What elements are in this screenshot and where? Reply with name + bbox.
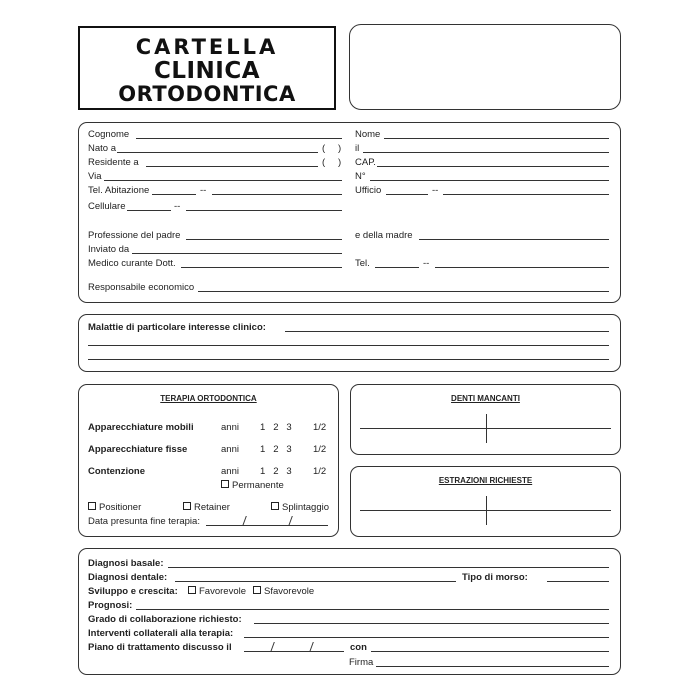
firma-field[interactable] bbox=[376, 666, 609, 667]
permanente-option[interactable] bbox=[221, 480, 284, 491]
malattie-field-3[interactable] bbox=[88, 359, 609, 360]
collaborazione-field[interactable] bbox=[254, 623, 609, 624]
stamp-area-box bbox=[349, 24, 621, 110]
tel-prefix-field[interactable] bbox=[375, 267, 419, 268]
positioner-label: Positioner bbox=[99, 502, 142, 513]
terapia-section bbox=[78, 384, 339, 537]
anni-label: anni bbox=[221, 444, 239, 455]
tel-label: Tel. bbox=[355, 258, 370, 269]
extraction-chart-vertical[interactable] bbox=[486, 496, 487, 525]
favorevole-option[interactable] bbox=[188, 586, 246, 597]
residente-field[interactable] bbox=[146, 166, 318, 167]
piano-label: Piano di trattamento discusso il bbox=[88, 642, 232, 653]
half-option[interactable]: 1/2 bbox=[313, 422, 327, 433]
cellulare-field[interactable] bbox=[186, 210, 342, 211]
piano-date-field[interactable] bbox=[244, 651, 344, 652]
checkbox-icon[interactable] bbox=[271, 502, 279, 510]
half-option[interactable]: 1/2 bbox=[313, 444, 327, 455]
via-label: Via bbox=[88, 171, 102, 182]
checkbox-icon[interactable] bbox=[253, 586, 261, 594]
tel-abitazione-label: Tel. Abitazione bbox=[88, 185, 150, 196]
responsabile-field[interactable] bbox=[198, 291, 609, 292]
estrazioni-heading: ESTRAZIONI RICHIESTE bbox=[438, 476, 533, 485]
form-title-box bbox=[78, 26, 336, 110]
splintaggio-option[interactable] bbox=[271, 502, 329, 513]
nato-a-label: Nato a bbox=[88, 143, 116, 154]
splintaggio-label: Splintaggio bbox=[282, 502, 330, 513]
prognosi-field[interactable] bbox=[136, 609, 609, 610]
title-line-2: CLINICA bbox=[153, 58, 261, 84]
inviato-da-field[interactable] bbox=[132, 253, 342, 254]
paren-close: ) bbox=[338, 143, 342, 154]
ufficio-field[interactable] bbox=[443, 194, 609, 195]
tel-abitazione-field[interactable] bbox=[212, 194, 342, 195]
half-option[interactable]: 1/2 bbox=[313, 466, 327, 477]
tipo-morso-label: Tipo di morso: bbox=[462, 572, 528, 583]
positioner-option[interactable] bbox=[88, 502, 141, 513]
paren-open: ( bbox=[322, 157, 326, 168]
malattie-field-1[interactable] bbox=[285, 331, 609, 332]
diagnosi-dentale-field[interactable] bbox=[175, 581, 456, 582]
terapia-heading: TERAPIA ORTODONTICA bbox=[160, 394, 257, 403]
cap-field[interactable] bbox=[377, 166, 609, 167]
cellulare-prefix-field[interactable] bbox=[127, 210, 171, 211]
checkbox-icon[interactable] bbox=[221, 480, 229, 488]
tel-field[interactable] bbox=[435, 267, 609, 268]
diagnosi-dentale-label: Diagnosi dentale: bbox=[88, 572, 168, 583]
cap-label: CAP. bbox=[355, 157, 376, 168]
collaborazione-label: Grado di collaborazione richiesto: bbox=[88, 614, 242, 625]
fine-terapia-label: Data presunta fine terapia: bbox=[88, 516, 200, 527]
madre-label: e della madre bbox=[355, 230, 413, 241]
il-label: il bbox=[355, 143, 360, 154]
con-field[interactable] bbox=[371, 651, 609, 652]
paren-open: ( bbox=[322, 143, 326, 154]
malattie-field-2[interactable] bbox=[88, 345, 609, 346]
anni-label: anni bbox=[221, 422, 239, 433]
dash: -- bbox=[174, 201, 181, 212]
favorevole-label: Favorevole bbox=[199, 586, 246, 597]
title-line-3: ORTODONTICA bbox=[118, 82, 296, 106]
fine-terapia-field[interactable] bbox=[206, 525, 328, 526]
personal-data-section bbox=[78, 122, 621, 303]
sviluppo-label: Sviluppo e crescita: bbox=[88, 586, 178, 597]
contenzione-label: Contenzione bbox=[88, 466, 145, 477]
diagnosi-basale-label: Diagnosi basale: bbox=[88, 558, 164, 569]
firma-label: Firma bbox=[349, 657, 374, 668]
professione-madre-field[interactable] bbox=[419, 239, 609, 240]
dash: -- bbox=[432, 185, 439, 196]
checkbox-icon[interactable] bbox=[188, 586, 196, 594]
retainer-option[interactable] bbox=[183, 502, 230, 513]
nome-field[interactable] bbox=[384, 138, 609, 139]
prognosi-label: Prognosi: bbox=[88, 600, 133, 611]
malattie-label: Malattie di particolare interesse clinico: bbox=[88, 322, 266, 333]
cognome-field[interactable] bbox=[136, 138, 342, 139]
cognome-label: Cognome bbox=[88, 129, 130, 140]
anni-label: anni bbox=[221, 466, 239, 477]
dash: -- bbox=[423, 258, 430, 269]
medico-label: Medico curante Dott. bbox=[88, 258, 176, 269]
checkbox-icon[interactable] bbox=[88, 502, 96, 510]
anni-options[interactable]: 1 2 3 bbox=[260, 466, 292, 477]
residente-label: Residente a bbox=[88, 157, 139, 168]
apparecchiature-fisse-label: Apparecchiature fisse bbox=[88, 444, 188, 455]
il-field[interactable] bbox=[363, 152, 609, 153]
numero-field[interactable] bbox=[370, 180, 609, 181]
professione-padre-label: Professione del padre bbox=[88, 230, 181, 241]
anni-options[interactable]: 1 2 3 bbox=[260, 444, 292, 455]
dental-chart-vertical[interactable] bbox=[486, 414, 487, 443]
title-line-1: CARTELLA bbox=[135, 35, 279, 59]
inviato-da-label: Inviato da bbox=[88, 244, 130, 255]
diagnosi-basale-field[interactable] bbox=[168, 567, 609, 568]
dash: -- bbox=[200, 185, 207, 196]
ufficio-prefix-field[interactable] bbox=[386, 194, 428, 195]
via-field[interactable] bbox=[104, 180, 342, 181]
checkbox-icon[interactable] bbox=[183, 502, 191, 510]
apparecchiature-mobili-label: Apparecchiature mobili bbox=[88, 422, 194, 433]
responsabile-label: Responsabile economico bbox=[88, 282, 195, 293]
tipo-morso-field[interactable] bbox=[547, 581, 609, 582]
nome-label: Nome bbox=[355, 129, 381, 140]
permanente-label: Permanente bbox=[232, 480, 284, 491]
con-label: con bbox=[350, 642, 367, 653]
sfavorevole-option[interactable] bbox=[253, 586, 314, 597]
interventi-label: Interventi collaterali alla terapia: bbox=[88, 628, 234, 639]
professione-padre-field[interactable] bbox=[186, 239, 342, 240]
anni-options[interactable]: 1 2 3 bbox=[260, 422, 292, 433]
denti-mancanti-heading: DENTI MANCANTI bbox=[451, 394, 520, 403]
numero-label: N° bbox=[355, 171, 366, 182]
interventi-field[interactable] bbox=[244, 637, 609, 638]
sfavorevole-label: Sfavorevole bbox=[264, 586, 315, 597]
tel-abitazione-prefix-field[interactable] bbox=[152, 194, 196, 195]
ufficio-label: Ufficio bbox=[355, 185, 382, 196]
nato-a-field[interactable] bbox=[117, 152, 318, 153]
medico-field[interactable] bbox=[181, 267, 342, 268]
cellulare-label: Cellulare bbox=[88, 201, 126, 212]
paren-close: ) bbox=[338, 157, 342, 168]
retainer-label: Retainer bbox=[194, 502, 230, 513]
